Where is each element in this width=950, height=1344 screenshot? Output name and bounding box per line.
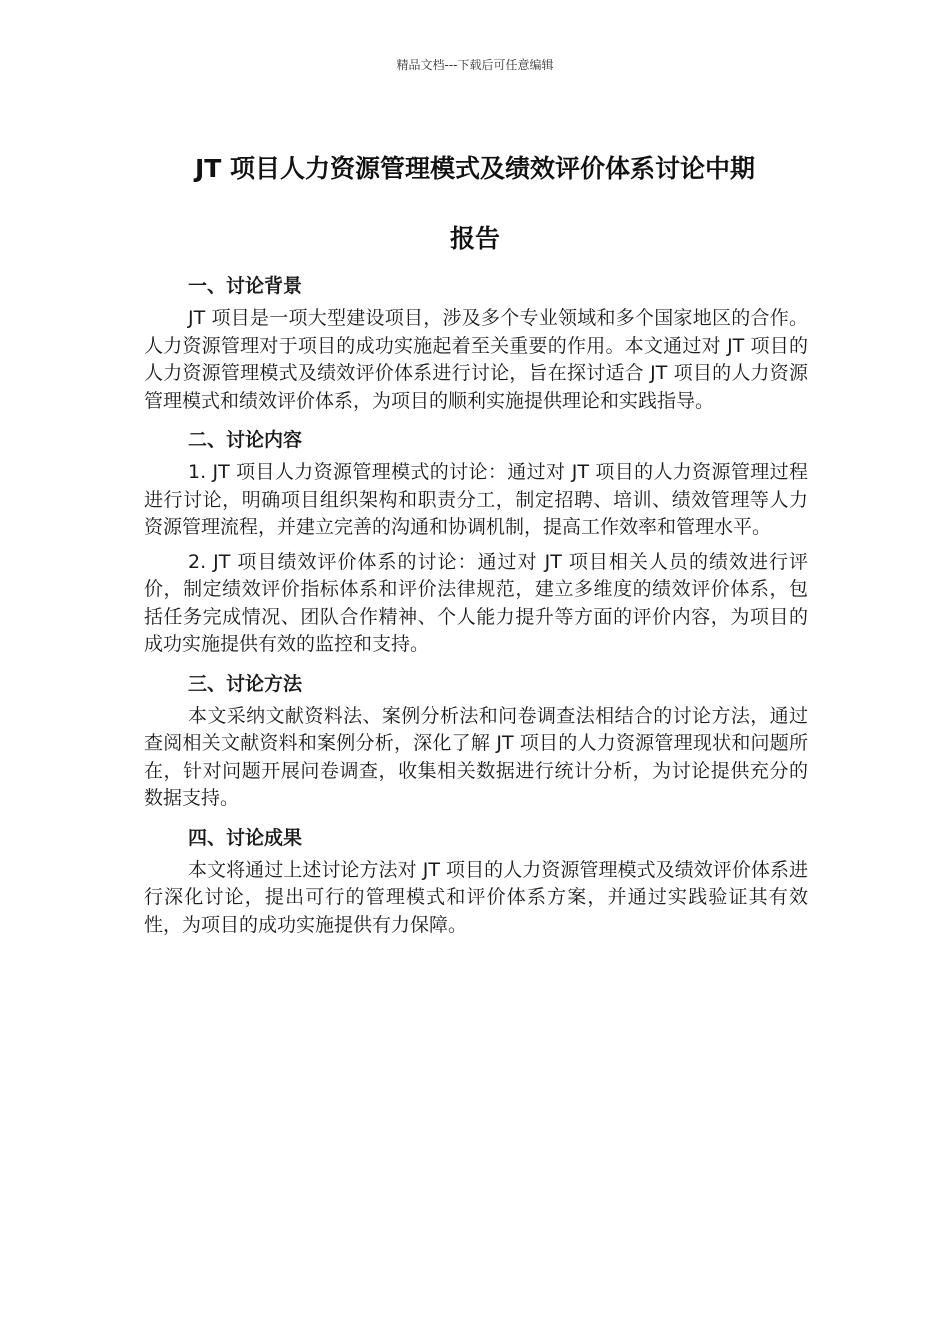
section-heading-method: 三、讨论方法	[188, 672, 303, 695]
paragraph-results: 本文将通过上述讨论方法对 JT 项目的人力资源管理模式及绩效评价体系进行深化讨论，提出可行的管理模式和评价体系方案，并通过实践验证其有效性，为项目的成功实施提供有力保障。	[144, 858, 808, 936]
document-title	[120, 134, 830, 274]
document-title-line-2: 报告	[449, 224, 500, 253]
paragraph-performance-system: 2. JT 项目绩效评价体系的讨论：通过对 JT 项目相关人员的绩效进行评价，制定绩效评价指标体系和评价法律规范，建立多维度的绩效评价体系，包括任务完成情况、团队合作精神、个人能力提升等方面的评价内容，为项目的成功实施提供有效的监控和支持。	[144, 550, 808, 655]
section-heading-background: 一、讨论背景	[188, 275, 303, 297]
document-body	[144, 268, 808, 946]
section-heading-results: 四、讨论成果	[188, 826, 303, 849]
document-title-line-1: JT 项目人力资源管理模式及绩效评价体系讨论中期	[194, 154, 756, 183]
paragraph-background: JT 项目是一项大型建设项目，涉及多个专业领域和多个国家地区的合作。人力资源管理对于项目的成功实施起着至关重要的作用。本文通过对 JT 项目的人力资源管理模式及绩效评价体系进行讨论，旨在探讨适合 JT 项目的人力资源管理模式和绩效评价体系，为项目的顺利实施提供理论和实践指导。	[144, 307, 808, 412]
paragraph-method: 本文采纳文献资料法、案例分析法和问卷调查法相结合的讨论方法，通过查阅相关文献资料和案例分析，深化了解 JT 项目的人力资源管理现状和问题所在，针对问题开展问卷调查，收集相关数据进行统计分析，为讨论提供充分的数据支持。	[144, 704, 808, 809]
paragraph-hr-model: 1. JT 项目人力资源管理模式的讨论：通过对 JT 项目的人力资源管理过程进行讨论，明确项目组织架构和职责分工，制定招聘、培训、绩效管理等人力资源管理流程，并建立完善的沟通和协调机制，提高工作效率和管理水平。	[144, 461, 808, 538]
section-heading-content: 二、讨论内容	[188, 429, 303, 451]
page-header: 精品文档---下载后可任意编辑	[396, 58, 554, 72]
